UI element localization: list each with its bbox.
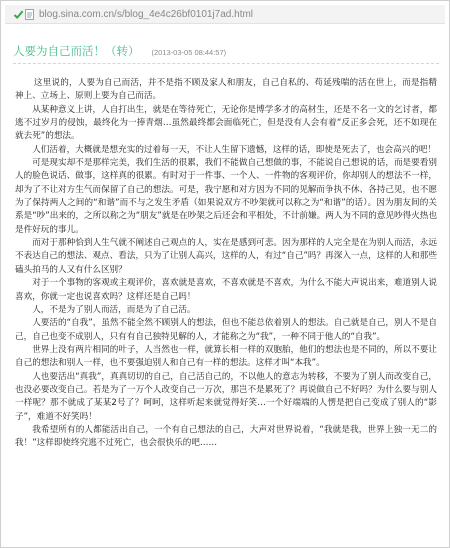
article-body [15,77,437,451]
paragraph: 可是现实却不是那样完美，我们生活的很累，我们不能做自己想做的事，不能说自己想说的话，而是要看别人的脸色说话、做事，这样真的很累。有时对于一件事、一个人、一件物的客观评价，你却别人的想法不一样，却为了不让对方生气而保留了自己的想法。可是，我宁愿和对方因为不同的见解而争执不休、各持己见，也不愿为了保持两人之间的“和谐”而不与之发生矛盾（如果说双方不吵架就可以称之为“和谐”的话）。因为朋友间的关系是“吵”出来的，之所以称之为“朋友”就是在吵架之后还会和平相处，不计前嫌。两人为不同的意见吵得火热也是件好玩的事儿。 [15,158,437,235]
paragraph: 人要活的“自我”，虽然不能全然不顾别人的想法，但也不能总依着别人的想法。自己就是自己，别人不是自己，自己也变不成别人，只有有自己独特见解的人，才能称之为“我”，一种不同于他人的“自我”。 [15,318,437,342]
paragraph: 我希望所有的人都能活出自己，一个有自己想法的自己，大声对世界说着，“我就是我，世界上独一无二的我！”这样即使终究逃不过死亡，也会很快乐的吧…… [15,424,437,449]
paragraph: 人也要活出“真我”，真真切切的自己，自己活自己的，不以他人的意志为转移，不要为了别人而改变自己，也没必要改变自己。若是为了一万个人改变自己一万次，那岂不是累死了？再说做自己不好吗？为什么要与别人一样呢？那不就成了某某2号了？呵呵，这样听起来就觉得好笑…一个好端端的人愣是把自己变成了别人的“影子”，难道不好笑吗！ [15,371,437,422]
paragraph: 而对于那种恰到人生气就不阐述自己观点的人，实在是感到可悲。因为那样的人完全是在为别人而活，永远不表达自己的想法、观点、看法，只为了让别人高兴，这样的人，有过“自己”吗？再深入一点，这样的人和那些磕头拍马的人又有什么区别？ [15,238,437,275]
paragraph: 这里说的，人要为自己而活，并不是指不顾及家人和朋友，自己自私的、苟延残喘的活在世上，而是指精神上、立场上、原则上要为自己而活。 [15,78,437,102]
url-text[interactable]: blog.sina.com.cn/s/blog_4e4c26bf0101j7ad.html [39,8,254,20]
paragraph: 世界上没有两片相同的叶子，人当然也一样，就算长相一样的双胞胎，他们的想法也是不同的，所以不要让自己的想法和别人一样，也不要强迫别人和自己有一样的想法。这样才叫“本我”。 [15,344,437,369]
check-icon [13,9,24,20]
paragraph: 从某种意义上讲，人自打出生，就是在等待死亡，无论你是博学多才的高材生，还是不名一文的乞讨者，都逃不过岁月的侵蚀，最终化为一捧青烟…虽然最终都会面临死亡，但是没有人会有着“反正多会死，还不如现在就去死”的想法。 [15,104,437,142]
header-divider [13,63,439,64]
article-title[interactable]: 人要为自己而活！（转） [13,44,140,58]
article-header [13,43,441,59]
paragraph: 人，不是为了别人而活，而是为了自己活。 [32,304,196,315]
paragraph: 人们活着，大概就是想充实的过着每一天，不让人生留下遗憾，这样的话，即使是死去了，也会高兴的吧！ [32,144,437,155]
paragraph: 对于一个事物的客观或主观评价，喜欢就是喜欢，不喜欢就是不喜欢，为什么不能大声说出来，难道别人说喜欢，你就一定也说喜欢吗？这样还是自己吗！ [15,278,437,302]
article-timestamp: (2013-03-05 08:44:57) [151,48,227,57]
address-bar[interactable] [5,5,445,24]
page-icon [24,9,35,20]
